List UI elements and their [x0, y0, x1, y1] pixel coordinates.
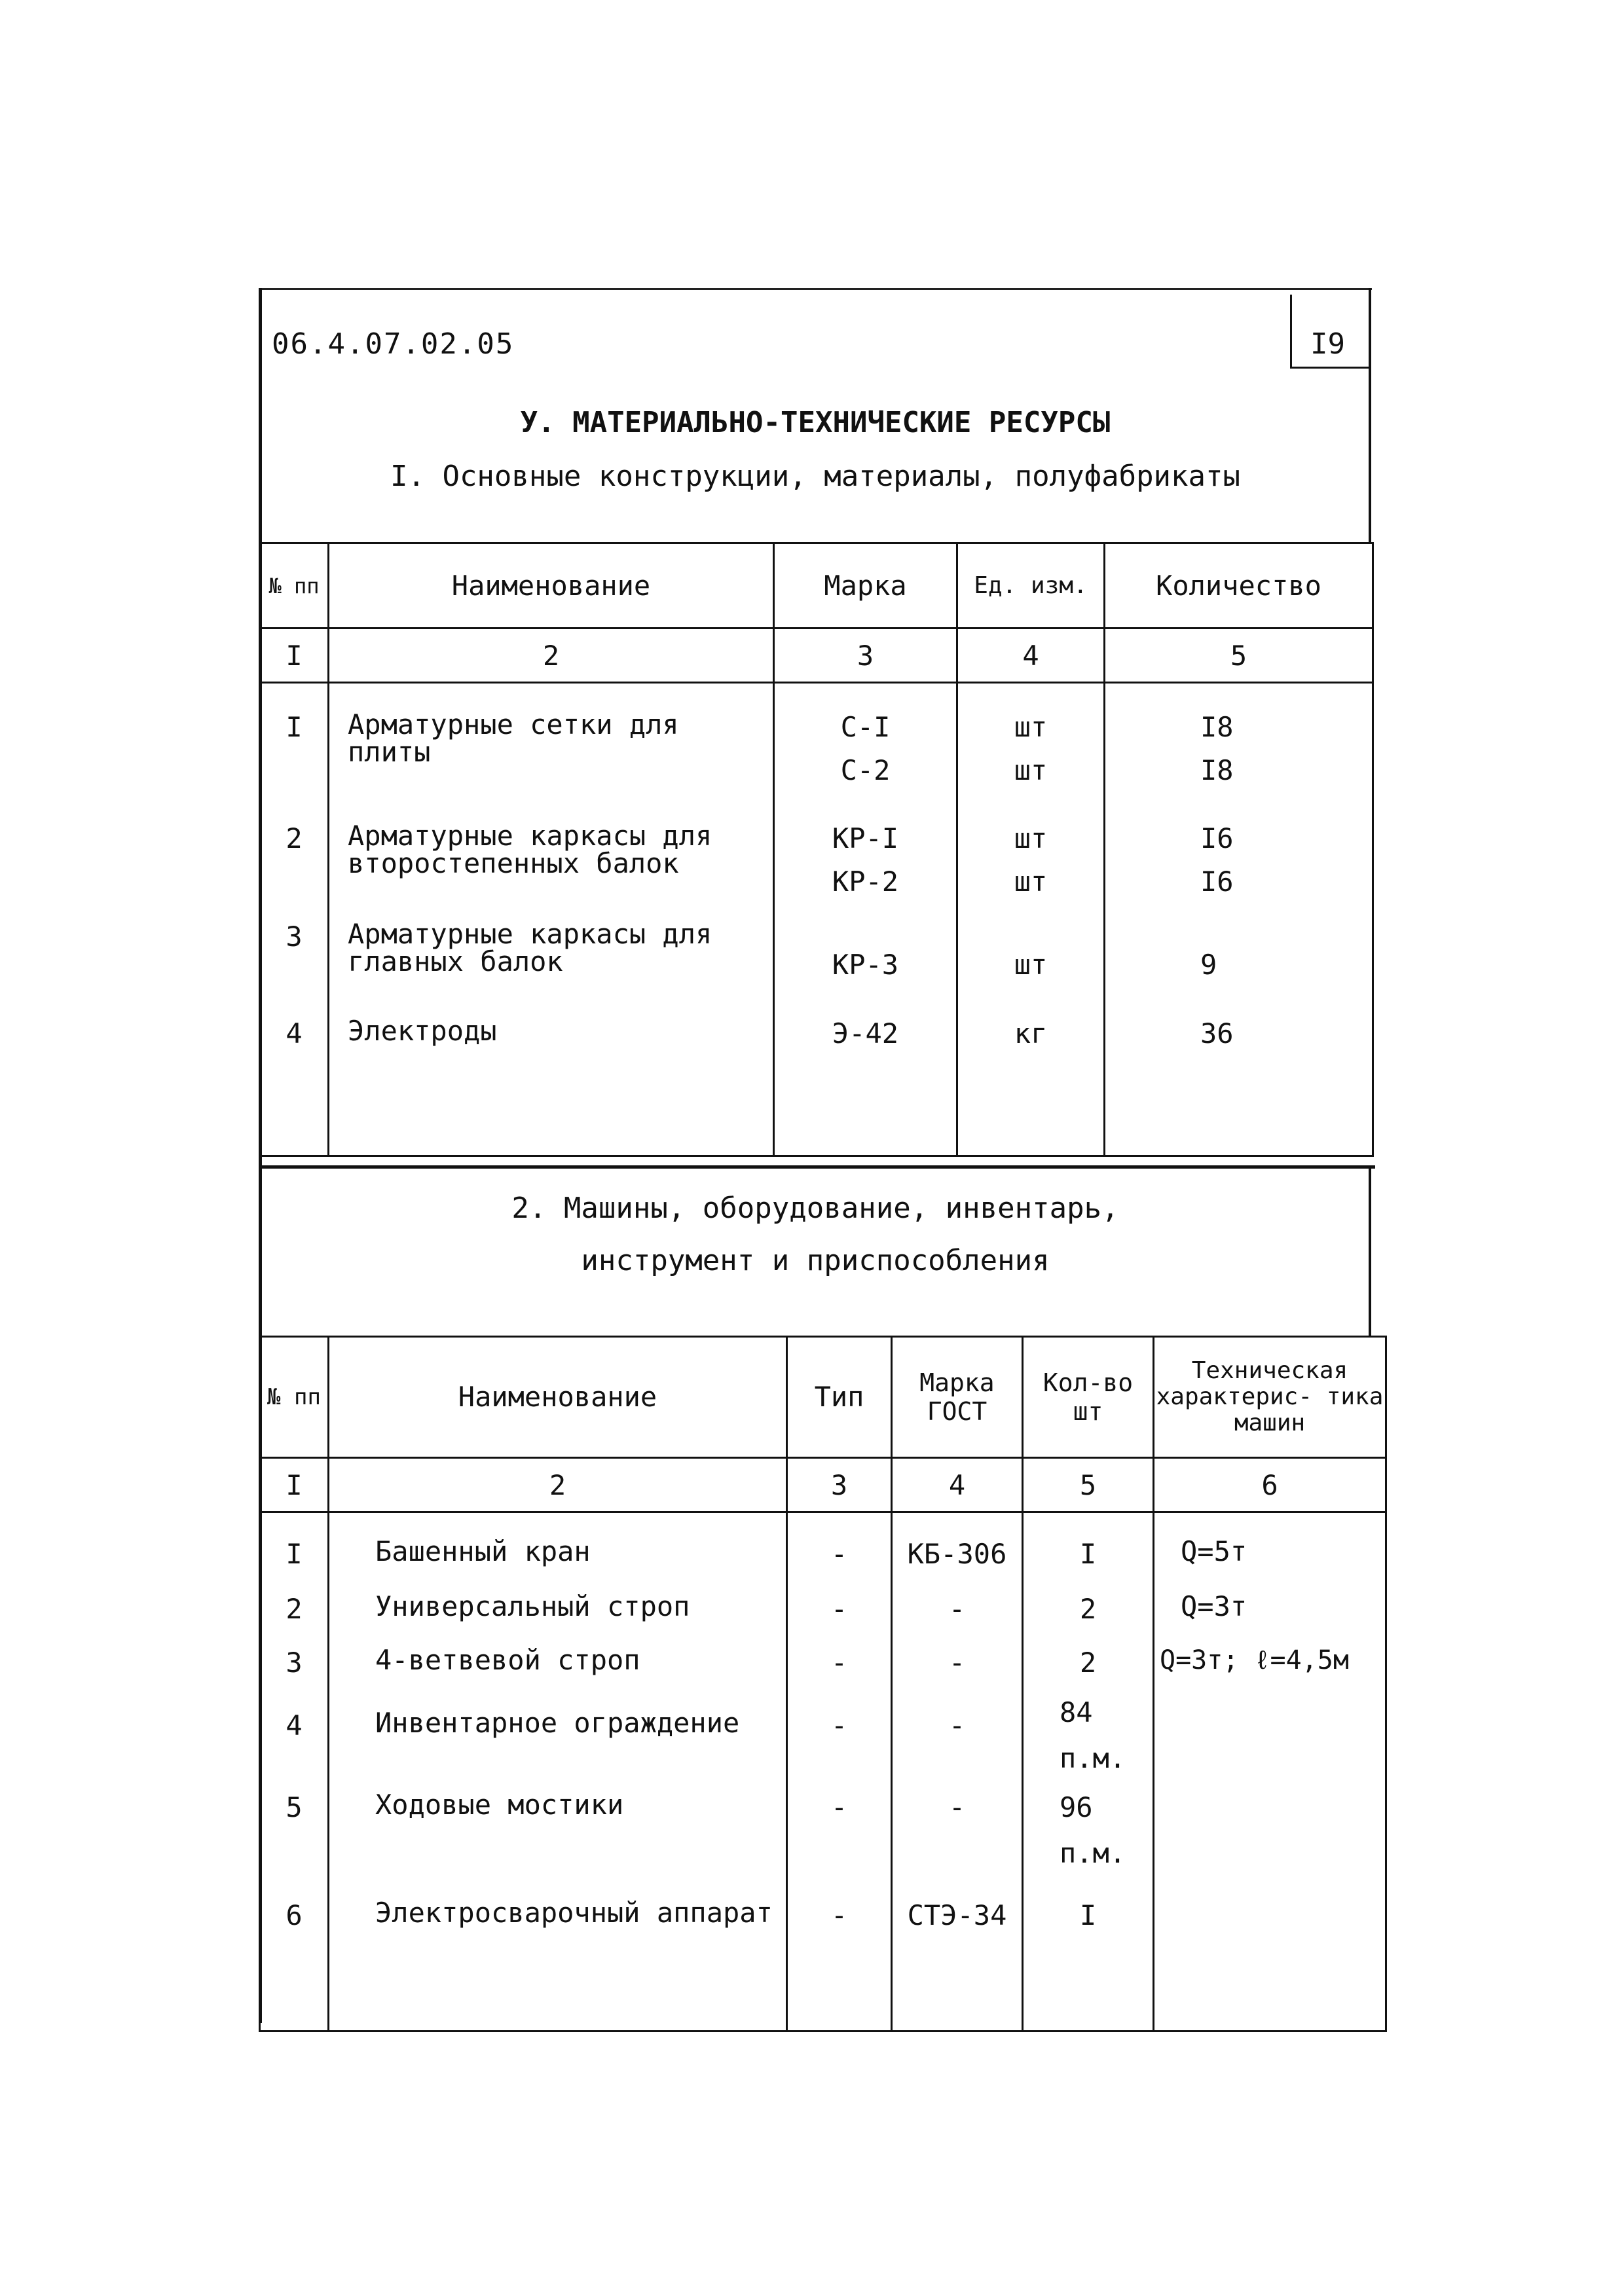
item-name: Арматурные каркасы для второстепенных балок — [348, 820, 712, 879]
item-unit: шт — [1014, 866, 1048, 898]
item-qty: I8 — [1200, 754, 1234, 786]
col-number: 3 — [787, 1458, 892, 1512]
item-qty: 9 — [1200, 949, 1217, 981]
item-spec: Q=3т — [1181, 1590, 1247, 1622]
row-num: I — [286, 1538, 303, 1570]
item-name: Универсальный строп — [375, 1590, 690, 1622]
col-header-num: № пп — [260, 543, 329, 629]
section-divider — [259, 1165, 1375, 1169]
page-number: I9 — [1310, 327, 1345, 361]
col-header-num: № пп — [260, 1337, 329, 1458]
item-unit: шт — [1014, 822, 1048, 854]
item-mark: КБ-306 — [907, 1538, 1007, 1570]
col-header-spec: Техническая характерис- тика машин — [1154, 1337, 1386, 1458]
col-number: I — [260, 1458, 329, 1512]
item-spec: Q=3т; ℓ=4,5м — [1160, 1645, 1349, 1675]
item-qty: I6 — [1200, 822, 1234, 854]
item-name: Электросварочный аппарат — [375, 1897, 773, 1929]
document-code: 06.4.07.02.05 — [272, 327, 515, 361]
col-number: 3 — [774, 629, 957, 683]
row-num: 4 — [286, 1709, 303, 1741]
item-mark: КР-3 — [832, 949, 899, 981]
item-type: - — [830, 1791, 848, 1823]
item-qty: I8 — [1200, 711, 1234, 743]
table1-title: I. Основные конструкции, материалы, полуфабрикаты — [390, 460, 1241, 493]
section-title: У. МАТЕРИАЛЬНО-ТЕХНИЧЕСКИЕ РЕСУРСЫ — [520, 406, 1111, 439]
item-name: Электроды — [348, 1015, 497, 1047]
item-spec: Q=5т — [1181, 1535, 1247, 1567]
item-qty: 36 — [1200, 1017, 1234, 1049]
col-number: 2 — [329, 1458, 787, 1512]
item-name: 4-ветвевой строп — [375, 1644, 640, 1676]
item-mark: Э-42 — [832, 1017, 899, 1049]
col-header-name: Наименование — [329, 543, 774, 629]
item-qty-unit: п.м. — [1060, 1742, 1126, 1774]
row-num: 3 — [286, 1647, 303, 1679]
table2-title-line1: 2. Машины, оборудование, инвентарь, — [511, 1192, 1119, 1225]
item-name: Инвентарное ограждение — [375, 1707, 740, 1739]
col-header-unit: Ед. изм. — [957, 543, 1105, 629]
col-number: I — [260, 629, 329, 683]
row-num: 2 — [286, 1593, 303, 1625]
item-unit: шт — [1014, 754, 1048, 786]
table2-header-row — [260, 1337, 1386, 1458]
item-mark: КР-I — [832, 822, 899, 854]
table1-number-row — [260, 629, 1373, 683]
item-mark: - — [948, 1791, 966, 1823]
item-type: - — [830, 1647, 848, 1679]
item-mark: - — [948, 1647, 966, 1679]
item-mark: КР-2 — [832, 866, 899, 898]
col-header-type: Тип — [787, 1337, 892, 1458]
item-mark: - — [948, 1593, 966, 1625]
table2-title-line2: инструмент и приспособления — [581, 1244, 1050, 1277]
item-name: Ходовые мостики — [375, 1789, 624, 1821]
col-number: 4 — [892, 1458, 1023, 1512]
item-mark: С-2 — [840, 754, 891, 786]
item-qty: I6 — [1200, 866, 1234, 898]
col-header-qty: Кол-во шт — [1023, 1337, 1154, 1458]
item-qty: 2 — [1079, 1593, 1097, 1625]
item-mark: СТЭ-34 — [907, 1899, 1007, 1931]
item-unit: шт — [1014, 711, 1048, 743]
col-number: 2 — [329, 629, 774, 683]
equipment-table — [259, 1336, 1387, 2032]
col-number: 4 — [957, 629, 1105, 683]
item-qty: 96 — [1060, 1791, 1093, 1823]
row-num: 2 — [286, 822, 303, 854]
item-type: - — [830, 1709, 848, 1741]
row-num: 3 — [286, 920, 303, 953]
item-name: Арматурные каркасы для главных балок — [348, 918, 712, 977]
row-num: 6 — [286, 1899, 303, 1931]
item-name: Арматурные сетки для плиты — [348, 708, 679, 768]
item-type: - — [830, 1538, 848, 1570]
row-num: 5 — [286, 1791, 303, 1823]
item-qty: 2 — [1079, 1647, 1097, 1679]
item-qty-unit: п.м. — [1060, 1837, 1126, 1869]
col-header-mark: Марка ГОСТ — [892, 1337, 1023, 1458]
table1-header-row — [260, 543, 1373, 629]
table1-body — [260, 683, 1373, 1156]
col-number: 5 — [1023, 1458, 1154, 1512]
col-header-name: Наименование — [329, 1337, 787, 1458]
col-header-qty: Количество — [1105, 543, 1373, 629]
item-qty: I — [1079, 1538, 1097, 1570]
item-qty: I — [1079, 1899, 1097, 1931]
materials-table — [259, 542, 1374, 1157]
frame-top-border — [259, 288, 1372, 290]
table2-body — [260, 1512, 1386, 2032]
col-number: 5 — [1105, 629, 1373, 683]
item-unit: кг — [1014, 1017, 1048, 1049]
item-name: Башенный кран — [375, 1535, 591, 1567]
table2-number-row — [260, 1458, 1386, 1512]
row-num: I — [286, 711, 303, 743]
col-number: 6 — [1154, 1458, 1386, 1512]
item-mark: С-I — [840, 711, 891, 743]
page-number-box — [1290, 295, 1371, 369]
item-type: - — [830, 1899, 848, 1931]
col-header-mark: Марка — [774, 543, 957, 629]
row-num: 4 — [286, 1017, 303, 1049]
item-qty: 84 — [1060, 1696, 1093, 1728]
item-mark: - — [948, 1709, 966, 1741]
item-type: - — [830, 1593, 848, 1625]
item-unit: шт — [1014, 949, 1048, 981]
document-sheet — [259, 288, 1384, 2023]
